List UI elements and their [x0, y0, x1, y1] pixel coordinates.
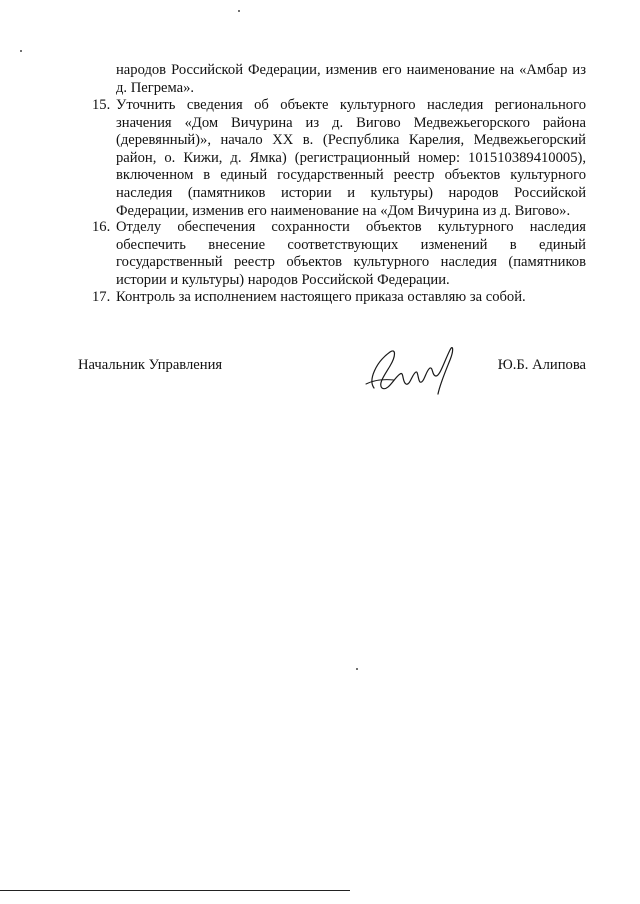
list-item-17	[92, 289, 586, 307]
item-number: 16.	[92, 219, 111, 235]
footer-rule	[0, 890, 350, 891]
item-text: Уточнить сведения об объекте культурного наследия регионального значения «Дом Вичурина из д. Вигово Медвежьегорского района (деревянный)», начало XX в. (Республика Карелия, Медвежьегорский район, о. Кижи, д. Ямка) (регистрационный номер: 101510389410005), включенном в единый государственный реестр объектов культурного наследия (памятников истории и культуры) народов Российской Федерации, изменив его наименование на «Дом Вичурина из д. Вигово».	[116, 97, 586, 219]
list-item-15	[92, 97, 586, 220]
handwritten-signature	[360, 340, 470, 400]
signatory-position: Начальник Управления	[78, 357, 223, 373]
continuation-paragraph: народов Российской Федерации, изменив его наименование на «Амбар из д. Пегрема».	[116, 62, 586, 96]
scan-speck	[356, 668, 358, 670]
item-number: 17.	[92, 289, 111, 305]
list-item-16	[92, 219, 586, 289]
item-text: Отделу обеспечения сохранности объектов культурного наследия обеспечить внесение соответствующих изменений в единый государственный реестр объектов культурного наследия (памятников истории и культуры) народов Российской Федерации.	[116, 219, 586, 288]
signatory-name: Ю.Б. Алипова	[497, 357, 586, 373]
scan-speck	[238, 10, 240, 12]
item-number: 15.	[92, 97, 111, 113]
item-text: Контроль за исполнением настоящего приказа оставляю за собой.	[116, 289, 526, 305]
scan-speck	[20, 50, 22, 52]
signature-block	[78, 357, 586, 397]
